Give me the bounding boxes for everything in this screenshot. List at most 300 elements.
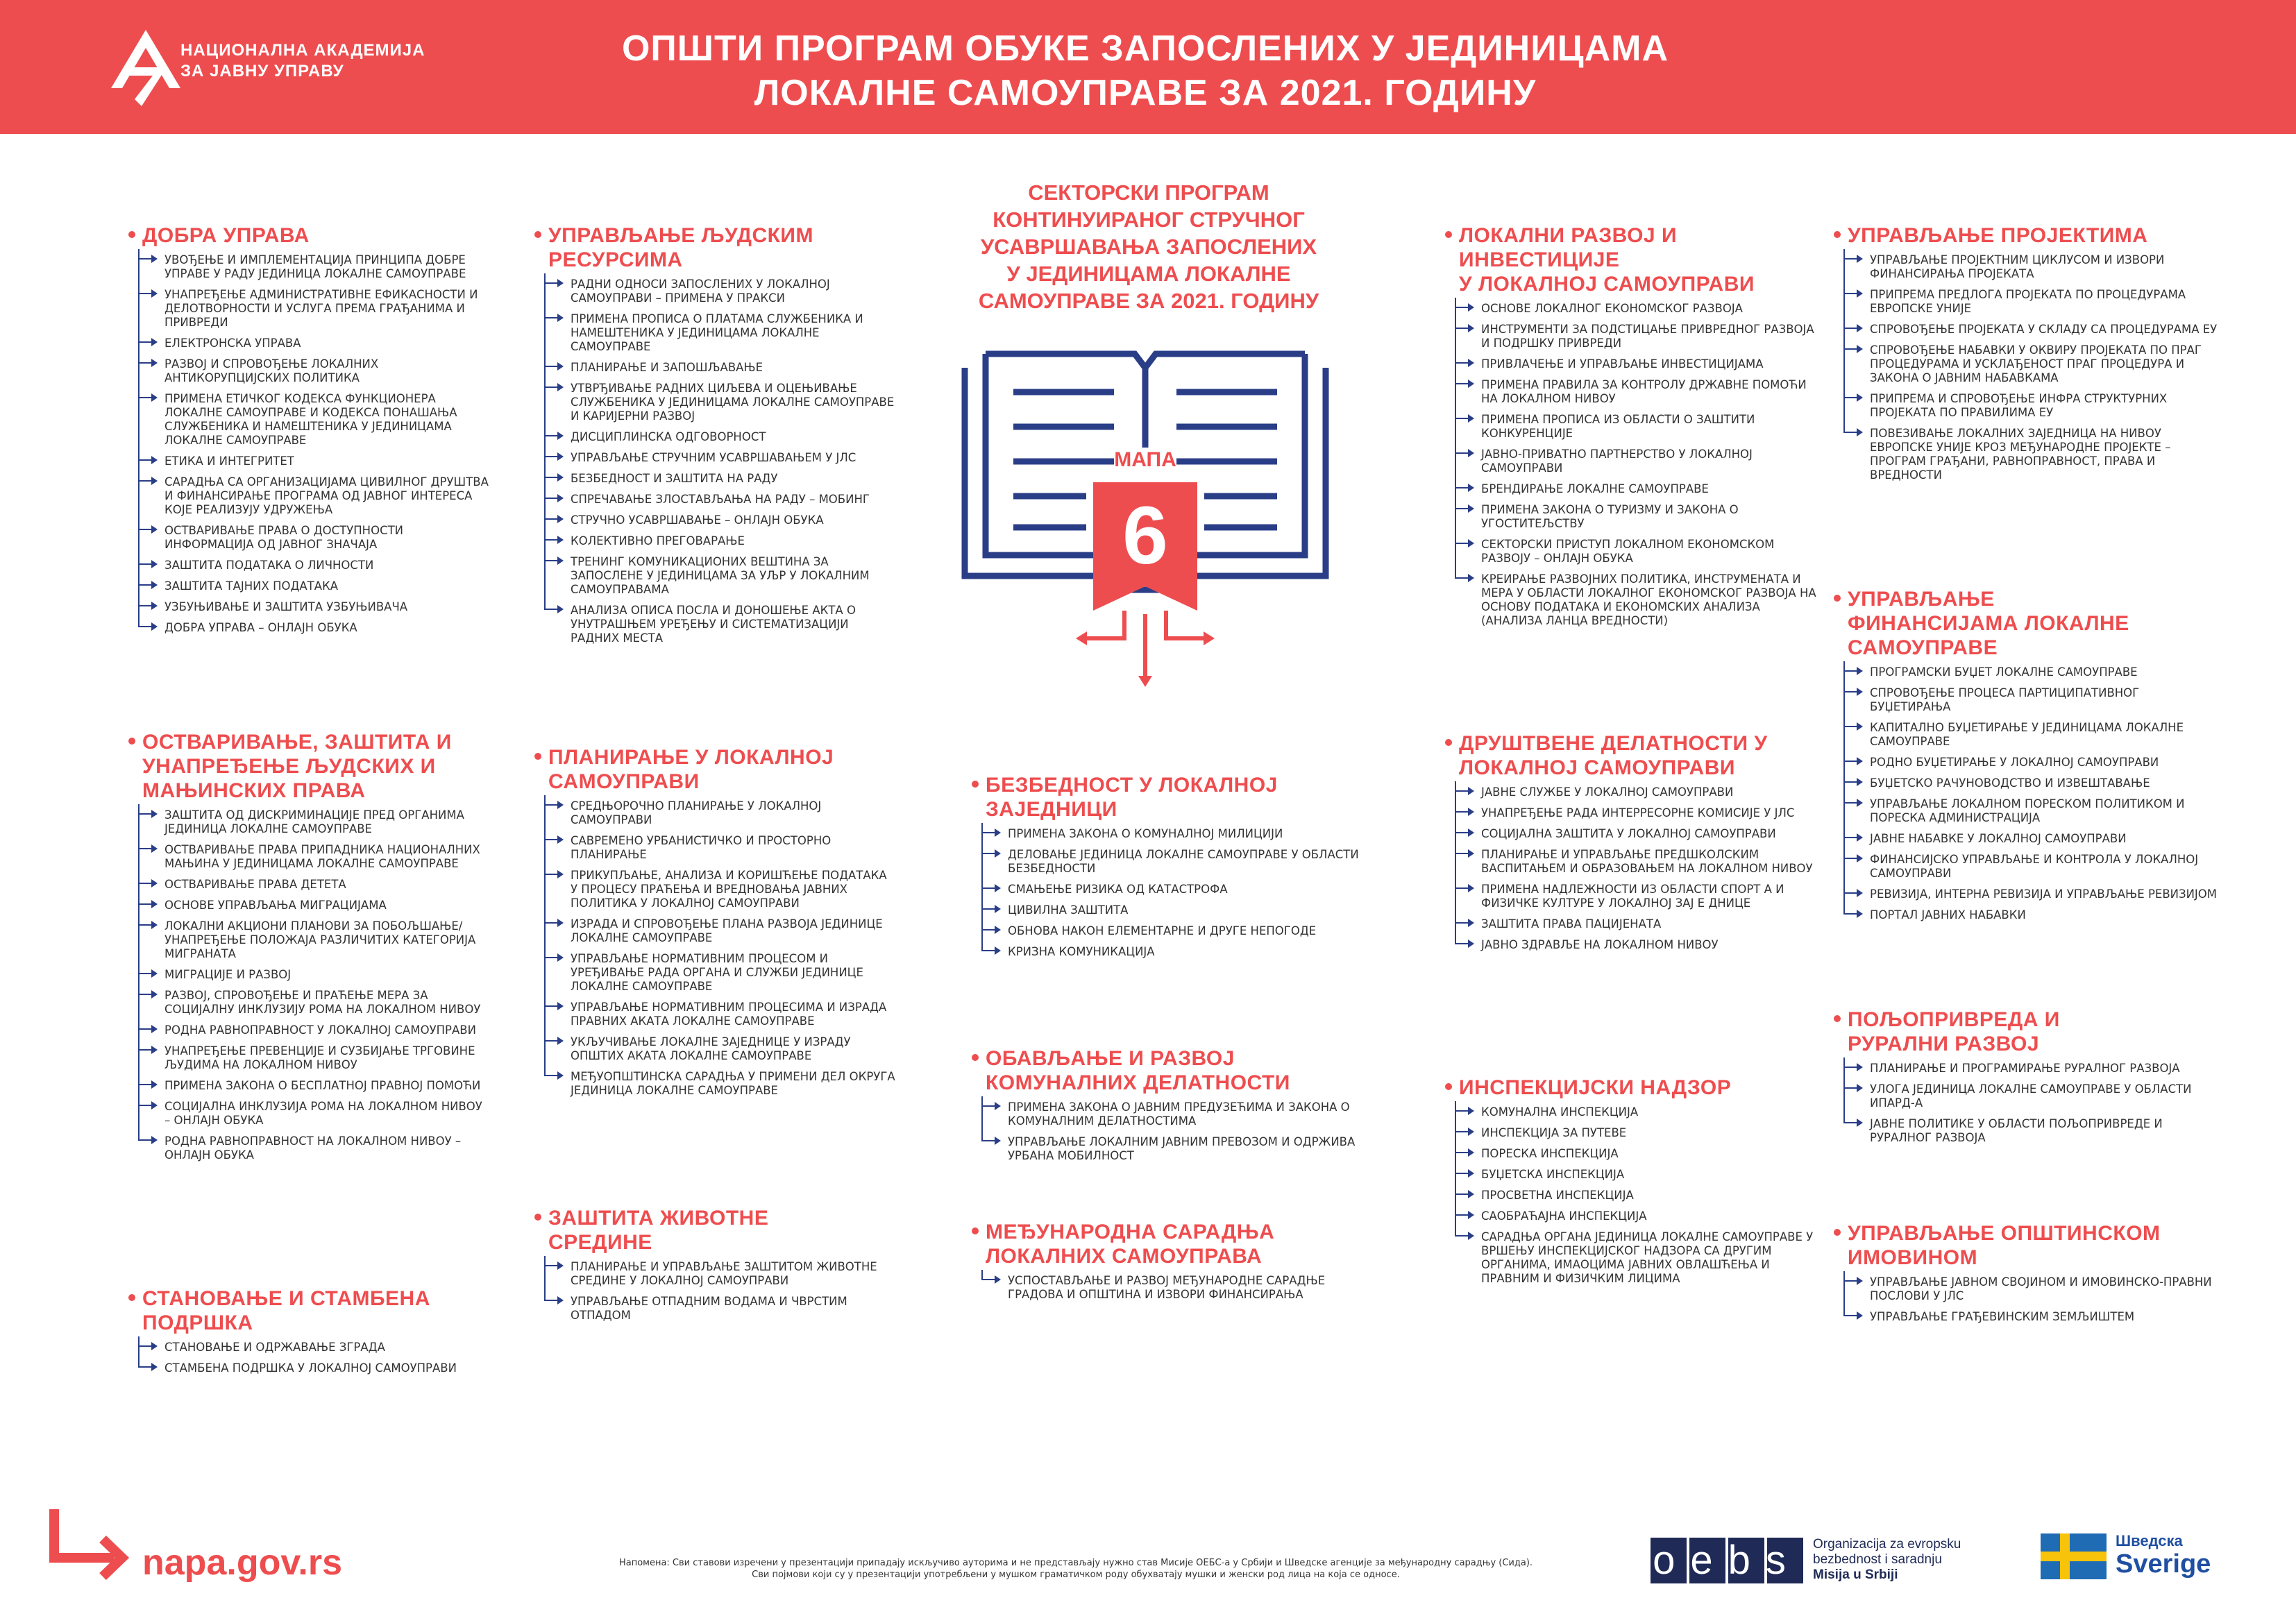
list-item [544,604,895,645]
list-item [981,1101,1360,1128]
arrow-right-icon [981,832,999,833]
list-item [1843,1275,2222,1303]
title-line-text: МЕЂУНАРОДНА САРАДЊА [986,1221,1275,1243]
arrow-right-icon [544,282,562,284]
title-line: У ЛОКАЛНОЈ САМОУПРАВИ [1459,273,1755,296]
list-item [138,1135,489,1162]
bullet-icon [1834,1229,1841,1236]
list-item [1455,883,1820,910]
list-item [138,1044,489,1072]
arrow-right-icon [1843,913,1862,915]
oebs-name-line2: bezbednost i saradnju [1813,1552,1942,1567]
list-item [1455,827,1820,841]
list-item-label: СПРОВОЂЕЊЕ НАБАВКИ У ОКВИРУ ПРОЈЕКАТА ПО ПРАГ ПРОЦЕДУРАМА И УСКЛАЂЕНОСТ ПРАГ ПРОЦЕДУРА И ЗАКОНА О ЈАВНИМ НАБАВКАМА [1870,343,2202,384]
list-item [544,952,895,994]
title-line: ЛОКАЛНИХ САМОУПРАВА [986,1245,1263,1268]
list-item-label: ДИСЦИПЛИНСКА ОДГОВОРНОСТ [571,430,766,443]
list-item-label: ПРИМЕНА ЗАКОНА О ТУРИЗМУ И ЗАКОНА О УГОСТИТЕЉСТВУ [1481,503,1739,530]
arrow-right-icon [981,1105,999,1107]
academy-logo-icon [97,24,194,111]
list-item [138,1361,489,1375]
arrow-right-icon [1843,258,1862,260]
section-title [534,1206,895,1255]
list-item-label: ДЕЛОВАЊЕ ЈЕДИНИЦА ЛОКАЛНЕ САМОУПРАВЕ У ОБЛАСТИ БЕЗБЕДНОСТИ [1008,848,1359,875]
list-item-label: ПОРТАЛ ЈАВНИХ НАБАВКИ [1870,908,2026,921]
list-item-label: СОЦИЈАЛНА ИНКЛУЗИЈА РОМА НА ЛОКАЛНОМ НИВОУ – ОНЛАЈН ОБУКА [164,1100,482,1127]
connector-line [544,273,546,609]
list-item-label: СОЦИЈАЛНА ЗАШТИТА У ЛОКАЛНОЈ САМОУПРАВИ [1481,827,1776,840]
title-line-text: УПРАВЉАЊЕ ЉУДСКИМ [548,224,813,247]
list-item [138,454,489,468]
list-item-label: ПЛАНИРАЊЕ И ПРОГРАМИРАЊЕ РУРАЛНОГ РАЗВОЈА [1870,1062,2180,1075]
list-item [981,924,1360,938]
list-item [981,848,1360,876]
list-item [1843,908,2222,922]
bullet-icon [1445,739,1452,746]
sweden-label-latin: Sverige [2116,1549,2211,1579]
list-item-label: ПРИМЕНА ПРОПИСА О ПЛАТАМА СЛУЖБЕНИКА И НАМЕШТЕНИКА У ЈЕДИНИЦАМА ЛОКАЛНЕ САМОУПРАВЕ [571,312,863,353]
header-banner [0,0,2296,134]
bullet-icon [1445,231,1452,238]
list-item-label: УПРАВЉАЊЕ ЈАВНОМ СВОЈИНОМ И ИМОВИНСКО-ПРАВНИ ПОСЛОВИ У ЈЛС [1870,1275,2212,1302]
list-item [138,1079,489,1093]
item-list [138,253,489,635]
connector-line [138,249,140,627]
section-title [1834,587,2222,660]
list-item [544,869,895,910]
arrow-right-icon [138,1084,156,1085]
list-item-label: УНАПРЕЂЕЊЕ РАДА ИНТЕРРЕСОРНЕ КОМИСИЈЕ У ЈЛС [1481,806,1795,819]
list-item [981,903,1360,917]
title-line: УСАВРШАВАЊА ЗАПОСЛЕНИХ [980,235,1317,259]
list-item [1455,503,1820,531]
item-list [1455,302,1820,628]
list-item-label: ПЛАНИРАЊЕ И ЗАПОШЉАВАЊЕ [571,361,763,374]
list-item [138,600,489,614]
website-link[interactable]: napa.gov.rs [142,1543,343,1583]
arrow-right-icon [1455,328,1473,329]
arrow-right-icon [1455,943,1473,944]
arrow-right-icon [1843,1067,1862,1068]
list-item-label: КРИЗНА КОМУНИКАЦИЈА [1008,945,1155,958]
list-item [1455,806,1820,820]
list-item [544,278,895,305]
list-item-label: БУЏЕТСКА ИНСПЕКЦИЈА [1481,1168,1625,1181]
connector-line [1455,1101,1456,1236]
arrow-right-icon [1455,1235,1473,1237]
arrow-right-icon [138,341,156,343]
title-line [972,1046,1360,1071]
sweden-flag-icon [2041,1533,2107,1579]
arrow-right-icon [544,386,562,388]
academy-name-line2: ЗА ЈАВНУ УПРАВУ [180,62,344,80]
section-finansije [1834,587,2222,929]
page-title-line1: ОПШТИ ПРОГРАМ ОБУКЕ ЗАПОСЛЕНИХ У ЈЕДИНИЦАМА [621,28,1669,69]
list-item [1843,797,2222,825]
list-item [138,288,489,330]
list-item-label: ОСНОВЕ УПРАВЉАЊА МИГРАЦИЈАМА [164,899,387,912]
list-item-label: ПРИМЕНА ЗАКОНА О БЕСПЛАТНОЈ ПРАВНОЈ ПОМОЋИ [164,1079,481,1092]
list-item [544,799,895,827]
title-line: ЛОКАЛНОЈ САМОУПРАВИ [1459,756,1735,779]
section-imovina [1834,1221,2222,1331]
section-bezbednost [972,773,1360,966]
title-line: У ЈЕДИНИЦАМА ЛОКАЛНЕ [1006,262,1291,286]
list-item [1843,1310,2222,1324]
arrow-right-icon [1455,452,1473,454]
arrow-right-icon [1843,348,1862,350]
list-item-label: ОСТВАРИВАЊЕ ПРАВА ДЕТЕТА [164,878,346,891]
item-list [544,1260,895,1323]
arrow-right-icon [1455,853,1473,854]
list-item [138,1023,489,1037]
list-item-label: ПОВЕЗИВАЊЕ ЛОКАЛНИХ ЗАЈЕДНИЦА НА НИВОУ ЕВРОПСКЕ УНИЈЕ КРОЗ МЕЂУНАРОДНЕ ПРОЈЕКТЕ – ПРОГРАМ ГРАЂАНИ, РАВНОПРАВНОСТ, ПРАВА И ВРЕДНОСТИ [1870,427,2171,482]
title-line [534,1206,895,1230]
list-item-label: САВРЕМЕНО УРБАНИСТИЧКО И ПРОСТОРНО ПЛАНИРАЊЕ [571,834,832,861]
list-item-label: УНАПРЕЂЕЊЕ ПРЕВЕНЦИЈЕ И СУЗБИЈАЊЕ ТРГОВИНЕ ЉУДИМА НА ЛОКАЛНОМ НИВОУ [164,1044,475,1071]
list-item-label: ПРИМЕНА ЗАКОНА О ЈАВНИМ ПРЕДУЗЕЋИМА И ЗАКОНА О КОМУНАЛНИМ ДЕЛАТНОСТИМА [1008,1101,1350,1128]
list-item [1843,853,2222,881]
title-line-text: ПОЉОПРИВРЕДА И [1848,1008,2060,1031]
list-item [544,312,895,354]
list-item [138,337,489,350]
title-line [534,223,895,248]
connector-line [1455,781,1456,944]
arrow-right-icon [544,1005,562,1007]
list-item-label: ПРИВЛАЧЕЊЕ И УПРАВЉАЊЕ ИНВЕСТИЦИЈАМА [1481,357,1764,371]
sweden-label [2116,1532,2211,1578]
list-item [1455,378,1820,406]
item-list [138,1341,489,1375]
section-inspekcijski [1445,1076,1820,1293]
list-item-label: САОБРАЋАЈНА ИНСПЕКЦИЈА [1481,1209,1647,1223]
list-item-label: ЦИВИЛНА ЗАШТИТА [1008,903,1129,917]
title-line: САМОУПРАВИ [548,770,700,793]
list-item [1843,1062,2222,1076]
list-item-label: СМАЊЕЊЕ РИЗИКА ОД КАТАСТРОФА [1008,883,1228,896]
list-item [544,513,895,527]
list-item-label: РОДНА РАВНОПРАВНОСТ НА ЛОКАЛНОМ НИВОУ – ОНЛАЈН ОБУКА [164,1135,462,1162]
section-title: УПРАВЉАЊЕ ПРОЈЕКТИМА [1834,223,2222,248]
list-item-label: СРЕДЊОРОЧНО ПЛАНИРАЊЕ У ЛОКАЛНОЈ САМОУПРАВИ [571,799,822,826]
list-item [1843,392,2222,420]
item-list [981,827,1360,959]
list-item-label: УЛОГА ЈЕДИНИЦА ЛОКАЛНЕ САМОУПРАВЕ У ОБЛАСТИ ИПАРД-А [1870,1082,2192,1110]
title-line: ПОДРШКА [142,1311,253,1334]
list-item-label: РЕВИЗИЈА, ИНТЕРНА РЕВИЗИЈА И УПРАВЉАЊЕ РЕВИЗИЈОМ [1870,887,2218,901]
list-item [138,989,489,1017]
list-item-label: УПРАВЉАЊЕ ОТПАДНИМ ВОДАМА И ЧВРСТИМ ОТПАДОМ [571,1295,847,1322]
list-item-label: ПРИМЕНА ЕТИЧКОГ КОДЕКСА ФУНКЦИОНЕРА ЛОКАЛНЕ САМОУПРАВЕ И КОДЕКСА ПОНАШАЊА СЛУЖБЕНИКА И НАМЕШТЕНИКА У ЈЕДИНИЦАМА ЛОКАЛНЕ САМОУПРАВЕ [164,392,457,447]
list-item [544,834,895,862]
arrow-right-icon [544,1075,562,1076]
list-item-label: УНАПРЕЂЕЊЕ АДМИНИСТРАТИВНЕ ЕФИКАСНОСТИ И ДЕЛОТВОРНОСТИ И УСЛУГА ПРЕМА ГРАЂАНИМА И ПРИВРЕДИ [164,288,478,329]
list-item [544,1035,895,1063]
item-list [1843,1275,2222,1324]
list-item [1843,253,2222,281]
list-item-label: ПРОСВЕТНА ИНСПЕКЦИЈА [1481,1189,1634,1202]
connector-line [138,804,140,1140]
title-line: САМОУПРАВЕ ЗА 2021. ГОДИНУ [978,289,1319,313]
arrow-right-icon [544,560,562,561]
item-list [544,278,895,645]
list-item [138,475,489,517]
list-item-label: МЕЂУОПШТИНСКА САРАДЊА У ПРИМЕНИ ДЕЛ ОКРУГА ЈЕДИНИЦА ЛОКАЛНЕ САМОУПРАВЕ [571,1070,895,1097]
list-item [1455,1189,1820,1203]
list-item-label: ДОБРА УПРАВА – ОНЛАЈН ОБУКА [164,621,357,634]
list-item [1455,413,1820,441]
arrow-right-icon [981,929,999,931]
connector-line [138,1336,140,1367]
title-line: ИНВЕСТИЦИЈЕ [1459,248,1620,271]
oebs-logo-text: oebs [1653,1538,1801,1583]
arrow-right-icon [1455,487,1473,488]
item-list [1843,1062,2222,1145]
section-ljudski-resursi [534,223,895,652]
arrow-right-icon [544,477,562,478]
arrow-right-icon [1455,418,1473,419]
list-item [1455,1105,1820,1119]
list-item-label: ЈАВНЕ СЛУЖБЕ У ЛОКАЛНОЈ САМОУПРАВИ [1481,785,1734,799]
list-item [1843,756,2222,770]
list-item [138,808,489,836]
arrow-right-icon [138,1139,156,1141]
list-item-label: УПРАВЉАЊЕ ЛОКАЛНИМ ЈАВНИМ ПРЕВОЗОМ И ОДРЖИВА УРБАНА МОБИЛНОСТ [1008,1135,1356,1162]
arrow-right-icon [138,994,156,995]
bullet-icon [534,753,541,760]
list-item-label: УТВРЂИВАЊЕ РАДНИХ ЦИЉЕВА И ОЦЕЊИВАЊЕ СЛУЖБЕНИКА У ЈЕДИНИЦАМА ЛОКАЛНЕ САМОУПРАВЕ И КАРИЈЕРНИ РАЗВОЈ [571,382,895,423]
list-item [1843,887,2222,901]
section-title [1834,1221,2222,1270]
list-item [981,827,1360,841]
mapa-label: МАПА [1114,448,1176,471]
arrow-right-icon [1455,832,1473,833]
list-item [1455,538,1820,566]
list-item [138,559,489,572]
connector-line [1455,298,1456,578]
list-item [1843,776,2222,790]
title-line [1834,1221,2222,1246]
list-item [1455,1209,1820,1223]
list-item [981,883,1360,897]
section-stanovanje [128,1286,489,1382]
section-projekti [1834,223,2222,489]
arrow-right-icon [1455,362,1473,364]
title-line: МАЊИНСКИХ ПРАВА [142,779,366,802]
list-item [1455,448,1820,475]
list-item-label: ПРИМЕНА ПРОПИСА ИЗ ОБЛАСТИ О ЗАШТИТИ КОНКУРЕНЦИЈЕ [1481,413,1755,440]
list-item-label: ПРИМЕНА ЗАКОНА О КОМУНАЛНОЈ МИЛИЦИЈИ [1008,827,1283,840]
list-item [138,392,489,448]
item-list [544,799,895,1098]
list-item-label: СТРУЧНО УСАВРШАВАЊЕ – ОНЛАЈН ОБУКА [571,513,824,527]
arrow-right-icon [544,1040,562,1042]
list-item [544,534,895,548]
arrow-right-icon [1455,790,1473,792]
disclaimer-note [555,1557,1596,1581]
arrow-right-icon [138,848,156,849]
list-item [981,1274,1360,1302]
section-title [128,730,489,803]
oebs-name [1813,1537,1961,1583]
list-item [1455,848,1820,876]
arrow-right-icon [138,924,156,926]
list-item [1843,665,2222,679]
arrow-right-icon [1843,1315,1862,1316]
title-line [534,745,895,770]
arrow-right-icon [138,480,156,482]
connector-line [1843,249,1845,432]
list-item-label: КРЕИРАЊЕ РАЗВОЈНИХ ПОЛИТИКА, ИНСТРУМЕНАТА И МЕРА У ОБЛАСТИ ЛОКАЛНОГ ЕКОНОМСКОГ РАЗВОЈА НА ОСНОВУ ПОДАТАКА И ЕКОНОМСКИХ АНАЛИЗА (АНАЛИЗА ЛАНЦА ВРЕДНОСТИ) [1481,572,1816,627]
list-item [138,357,489,385]
arrow-right-icon [138,1345,156,1347]
bullet-icon [1834,595,1841,602]
title-line-text: УПРАВЉАЊЕ [1848,588,1995,611]
list-item [1843,343,2222,385]
section-title [1445,223,1820,296]
list-item-label: ИНСТРУМЕНТИ ЗА ПОДСТИЦАЊЕ ПРИВРЕДНОГ РАЗВОЈА И ПОДРШКУ ПРИВРЕДИ [1481,323,1814,350]
title-line [1834,1008,2222,1032]
title-line [128,1286,489,1311]
list-item [544,382,895,423]
list-item [1455,357,1820,371]
arrow-right-icon [1843,1087,1862,1089]
section-title: ДОБРА УПРАВА [128,223,489,248]
title-line: САМОУПРАВЕ [1848,636,1998,659]
list-item-label: РАЗВОЈ И СПРОВОЂЕЊЕ ЛОКАЛНИХ АНТИКОРУПЦИЈСКИХ ПОЛИТИКА [164,357,379,384]
section-title [972,1046,1360,1095]
arrow-right-icon [138,362,156,364]
list-item-label: ЗАШТИТА ОД ДИСКРИМИНАЦИЈЕ ПРЕД ОРГАНИМА ЈЕДИНИЦА ЛОКАЛНЕ САМОУПРАВЕ [164,808,464,835]
arrow-right-icon [138,1105,156,1106]
section-title [534,223,895,272]
list-item-label: СЕКТОРСКИ ПРИСТУП ЛОКАЛНОМ ЕКОНОМСКОМ РАЗВОЈУ – ОНЛАЈН ОБУКА [1481,538,1775,565]
academy-name [180,40,425,82]
arrow-right-icon [138,397,156,398]
item-list [1843,665,2222,922]
arrow-right-icon [138,883,156,884]
title-line: СРЕДИНЕ [548,1231,652,1254]
section-poljoprivreda [1834,1008,2222,1152]
arrow-right-icon [544,957,562,958]
list-item [1455,938,1820,952]
list-item [544,1260,895,1288]
section-komunalne [972,1046,1360,1170]
list-item [544,555,895,597]
list-item-label: БРЕНДИРАЊЕ ЛОКАЛНЕ САМОУПРАВЕ [1481,482,1709,495]
arrow-right-icon [1455,1173,1473,1174]
connector-line [544,1256,546,1300]
list-item [1843,288,2222,316]
connector-line [981,1270,983,1280]
list-item [1455,572,1820,628]
arrow-right-icon [544,1300,562,1301]
list-item-label: ИНСПЕКЦИЈА ЗА ПУТЕВЕ [1481,1126,1627,1139]
list-item [1455,1168,1820,1182]
list-item-label: ЈАВНЕ ПОЛИТИКЕ У ОБЛАСТИ ПОЉОПРИВРЕДЕ И РУРАЛНОГ РАЗВОЈА [1870,1117,2163,1144]
arrow-right-icon [544,456,562,457]
arrow-right-icon [981,853,999,854]
arrow-right-icon [981,950,999,951]
list-item-label: ИЗРАДА И СПРОВОЂЕЊЕ ПЛАНА РАЗВОЈА ЈЕДИНИЦЕ ЛОКАЛНЕ САМОУПРАВЕ [571,917,883,944]
bullet-icon [1834,231,1841,238]
list-item-label: ПРИМЕНА ПРАВИЛА ЗА КОНТРОЛУ ДРЖАВНЕ ПОМОЋИ НА ЛОКАЛНОМ НИВОУ [1481,378,1807,405]
arrow-right-icon [1455,1214,1473,1216]
title-line-text: УПРАВЉАЊЕ ОПШТИНСКОМ [1848,1222,2161,1245]
list-item [138,899,489,912]
list-item [138,843,489,871]
page-title [486,26,1805,115]
arrow-right-icon [138,563,156,565]
item-list [981,1274,1360,1302]
arrow-right-icon [544,609,562,610]
arrow-right-icon [544,317,562,318]
arrow-right-icon [1455,1131,1473,1132]
list-item-label: УПРАВЉАЊЕ ПРОЈЕКТНИМ ЦИКЛУСОМ И ИЗВОРИ ФИНАНСИРАЊА ПРОЈЕКАТА [1870,253,2165,280]
list-item-label: СПРОВОЂЕЊЕ ПРОЦЕСА ПАРТИЦИПАТИВНОГ БУЏЕТИРАЊА [1870,686,2140,713]
list-item-label: ОБНОВА НАКОН ЕЛЕМЕНТАРНЕ И ДРУГЕ НЕПОГОДЕ [1008,924,1317,937]
list-item-label: САРАДЊА ОРГАНА ЈЕДИНИЦА ЛОКАЛНЕ САМОУПРАВЕ У ВРШЕЊУ ИНСПЕКЦИЈСКОГ НАДЗОРА СА ДРУГИМ ОРГАНИМА, ИМАОЦИМА ЈАВНИХ ОВЛАШЋЕЊА И ПРАВНИМ И ФИЗИЧКИМ ЛИЦИМА [1481,1230,1814,1285]
title-line-text: ЛОКАЛНИ РАЗВОЈ И [1459,224,1678,247]
list-item [138,524,489,552]
list-item-label: УЗБУЊИВАЊЕ И ЗАШТИТА УЗБУЊИВАЧА [164,600,408,613]
list-item [1455,785,1820,799]
arrow-right-icon [544,874,562,875]
list-item-label: СПРЕЧАВАЊЕ ЗЛОСТАВЉАЊА НА РАДУ – МОБИНГ [571,493,870,506]
arrow-right-icon [1455,1110,1473,1112]
arrow-right-icon [1455,577,1473,579]
item-list [138,808,489,1162]
list-item-label: УПРАВЉАЊЕ ЛОКАЛНОМ ПОРЕСКОМ ПОЛИТИКОМ И ПОРЕСКА АДМИНИСТРАЦИЈА [1870,797,2185,824]
title-line-text: ОСТВАРИВАЊЕ, ЗАШТИТА И [142,731,452,754]
title-line: РЕСУРСИМА [548,248,683,271]
arrow-right-icon [138,973,156,974]
arrow-right-icon [1455,811,1473,813]
list-item-label: УПРАВЉАЊЕ НОРМАТИВНИМ ПРОЦЕСОМ И УРЕЂИВАЊЕ РАДА ОРГАНА И СЛУЖБИ ЈЕДИНИЦЕ ЛОКАЛНЕ САМОУПРАВЕ [571,952,863,993]
list-item [544,472,895,486]
list-item-label: АНАЛИЗА ОПИСА ПОСЛА И ДОНОШЕЊЕ АКТА О УНУТРАШЊЕМ УРЕЂЕЊУ И СИСТЕМАТИЗАЦИЈИ РАДНИХ МЕСТА [571,604,856,645]
arrow-right-icon [981,1279,999,1280]
title-line: РУРАЛНИ РАЗВОЈ [1848,1033,2040,1055]
bullet-icon [128,231,135,238]
list-item-label: ЛОКАЛНИ АКЦИОНИ ПЛАНОВИ ЗА ПОБОЉШАЊЕ/УНАПРЕЂЕЊЕ ПОЛОЖАЈА РАЗЛИЧИТИХ КАТЕГОРИЈА МИГРАНАТА [164,919,476,960]
list-item-label: ТРЕНИНГ КОМУНИКАЦИОНИХ ВЕШТИНА ЗА ЗАПОСЛЕНЕ У ЈЕДИНИЦАМА ЗА УЉР У ЛОКАЛНИМ САМОУПРАВАМА [571,555,870,596]
bullet-icon [1445,1083,1452,1090]
list-item-label: ЈАВНО-ПРИВАТНО ПАРТНЕРСТВО У ЛОКАЛНОЈ САМОУПРАВИ [1481,448,1753,475]
arrow-right-icon [1843,432,1862,433]
item-list [1455,785,1820,952]
section-planiranje [534,745,895,1105]
list-item-label: УКЉУЧИВАЊЕ ЛОКАЛНЕ ЗАЈЕДНИЦЕ У ИЗРАДУ ОПШТИХ АКАТА ЛОКАЛНЕ САМОУПРАВЕ [571,1035,851,1062]
list-item-label: СПРОВОЂЕЊЕ ПРОЈЕКАТА У СКЛАДУ СА ПРОЦЕДУРАМА ЕУ [1870,323,2218,336]
item-list [1455,1105,1820,1286]
list-item-label: РАДНИ ОДНОСИ ЗАПОСЛЕНИХ У ЛОКАЛНОЈ САМОУПРАВИ – ПРИМЕНА У ПРАКСИ [571,278,830,305]
oebs-name-line1: Organizacija za evropsku [1813,1537,1961,1552]
arrow-right-icon [981,887,999,889]
title-line-text: ОБАВЉАЊЕ И РАЗВОЈ [986,1047,1235,1070]
arrow-right-icon [1455,383,1473,384]
arrow-right-icon [138,903,156,905]
list-item [138,1100,489,1128]
arrow-right-icon [544,435,562,436]
arrow-right-icon [1843,670,1862,672]
title-line: КОНТИНУИРАНОГ СТРУЧНОГ [993,207,1305,232]
list-item-label: КОМУНАЛНА ИНСПЕКЦИЈА [1481,1105,1639,1119]
title-line-text: ДРУШТВЕНЕ ДЕЛАТНОСТИ У [1459,732,1768,755]
arrow-right-icon [544,498,562,499]
list-item-label: РОДНА РАВНОПРАВНОСТ У ЛОКАЛНОЈ САМОУПРАВИ [164,1023,476,1037]
arrow-right-icon [1843,760,1862,762]
